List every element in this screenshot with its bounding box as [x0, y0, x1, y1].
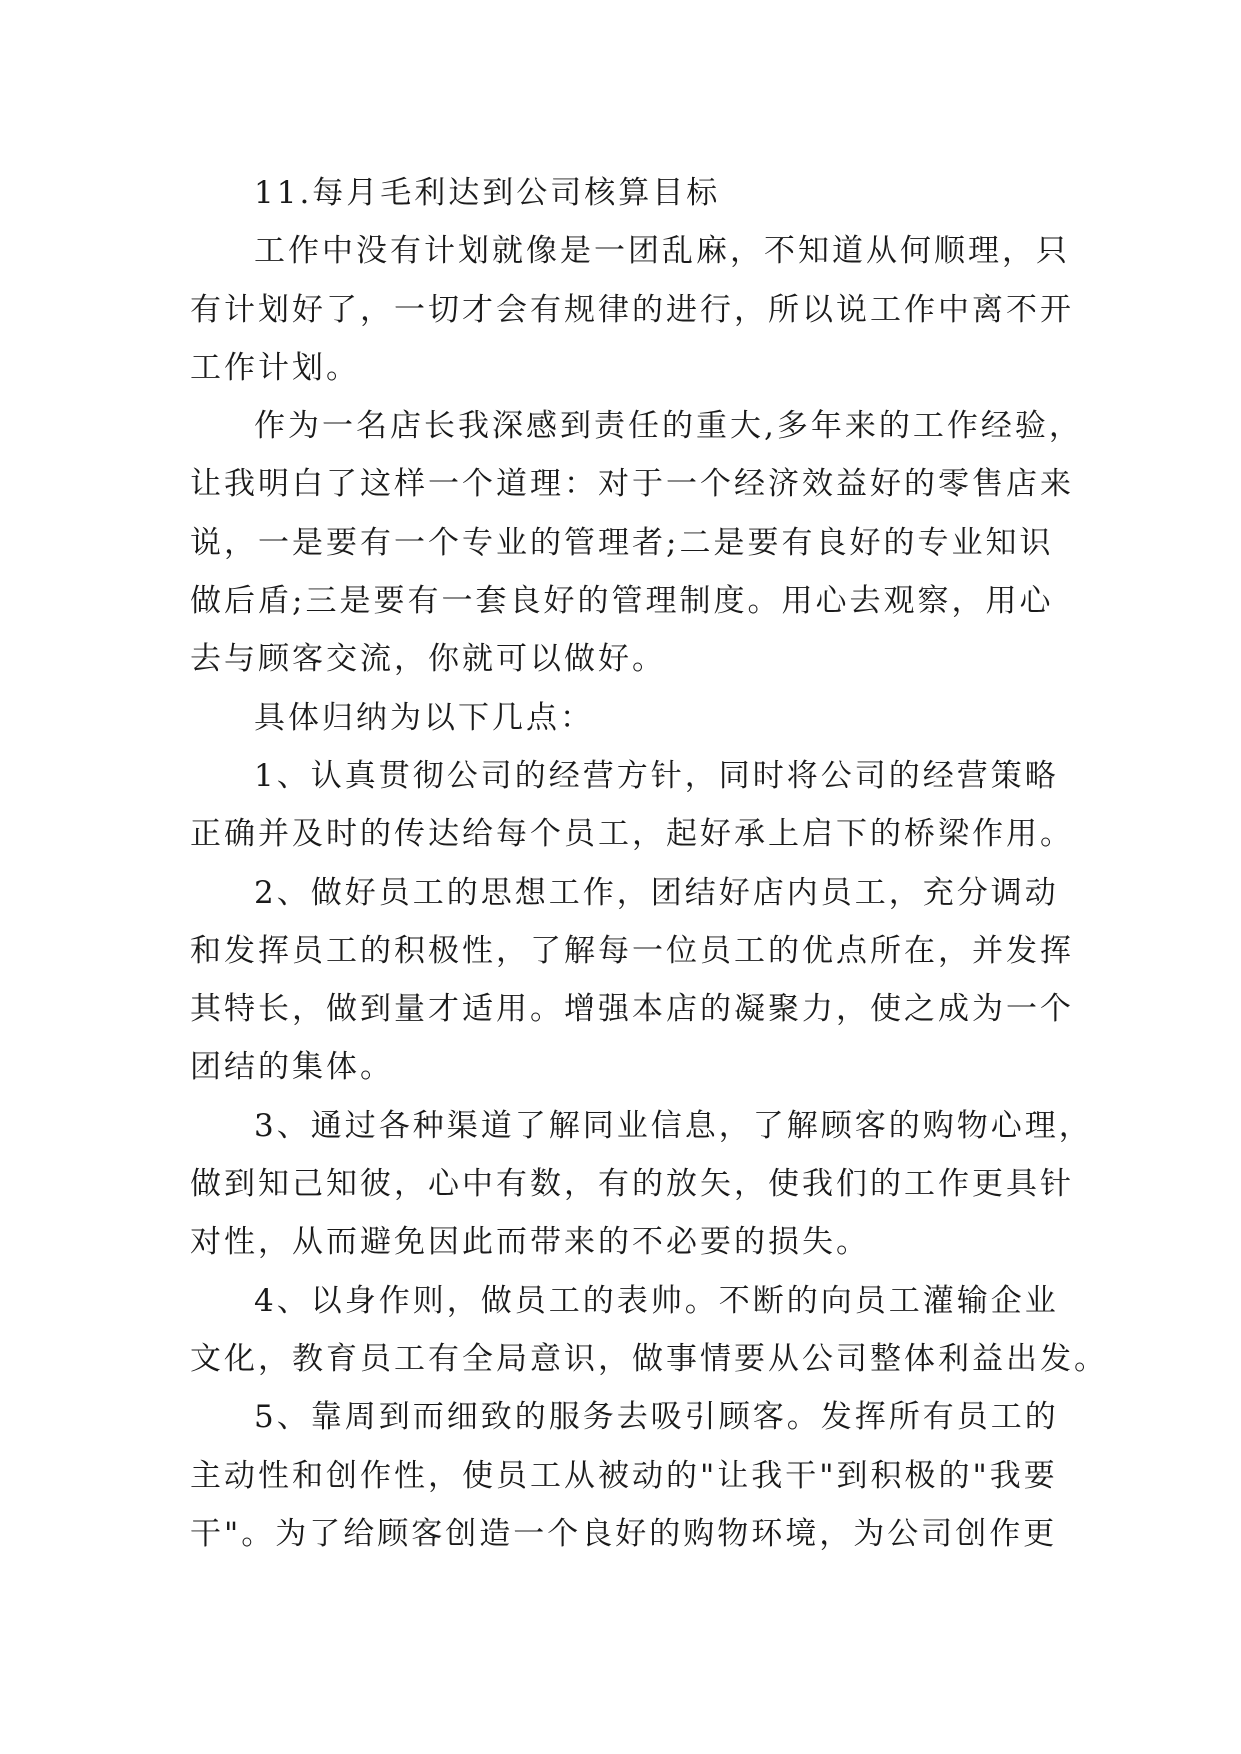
text-line: 对性，从而避免因此而带来的不必要的损失。 [190, 1224, 870, 1261]
text-line: 4、以身作则，做员工的表帅。不断的向员工灌输企业 [254, 1282, 1059, 1319]
text-line: 和发挥员工的积极性，了解每一位员工的优点所在，并发挥 [190, 932, 1074, 969]
text-line: 具体归纳为以下几点： [254, 699, 594, 736]
paragraph-summary-intro [190, 689, 1070, 747]
text-line: 主动性和创作性，使员工从被动的"让我干"到积极的"我要 [190, 1457, 1058, 1494]
text-line: 说，一是要有一个专业的管理者;二是要有良好的专业知识 [190, 524, 1054, 561]
text-line: 5、靠周到而细致的服务去吸引顾客。发挥所有员工的 [254, 1399, 1059, 1436]
text-line: 做后盾;三是要有一套良好的管理制度。用心去观察，用心 [190, 583, 1054, 620]
text-line: 其特长，做到量才适用。增强本店的凝聚力，使之成为一个 [190, 991, 1074, 1028]
text-line: 工作计划。 [190, 349, 360, 386]
list-item-3 [190, 1097, 1093, 1272]
text-line: 干"。为了给顾客创造一个良好的购物环境，为公司创作更 [190, 1515, 1058, 1552]
text-line: 去与顾客交流，你就可以做好。 [190, 641, 666, 678]
text-line: 11.每月毛利达到公司核算目标 [254, 175, 721, 211]
text-line: 作为一名店长我深感到责任的重大,多年来的工作经验， [254, 408, 1083, 445]
document-body [190, 164, 1108, 1563]
list-item-2 [190, 864, 1074, 1097]
text-line: 让我明白了这样一个道理：对于一个经济效益好的零售店来 [190, 466, 1074, 503]
paragraph-planning [190, 222, 1074, 397]
text-line: 正确并及时的传达给每个员工，起好承上启下的桥梁作用。 [190, 816, 1074, 853]
text-line: 有计划好了，一切才会有规律的进行，所以说工作中离不开 [190, 291, 1074, 328]
text-line: 做到知己知彼，心中有数，有的放矢，使我们的工作更具针 [190, 1166, 1074, 1203]
text-line: 3、通过各种渠道了解同业信息，了解顾客的购物心理， [254, 1107, 1093, 1144]
paragraph-responsibility [190, 397, 1083, 688]
list-item-4 [190, 1272, 1108, 1389]
paragraph-target [190, 164, 1070, 222]
list-item-5 [190, 1388, 1070, 1563]
text-line: 1、认真贯彻公司的经营方针，同时将公司的经营策略 [254, 757, 1059, 794]
text-line: 2、做好员工的思想工作，团结好店内员工，充分调动 [254, 874, 1059, 911]
text-line: 文化，教育员工有全局意识，做事情要从公司整体利益出发。 [190, 1340, 1108, 1377]
text-line: 团结的集体。 [190, 1049, 394, 1086]
text-line: 工作中没有计划就像是一团乱麻，不知道从何顺理，只 [254, 233, 1070, 270]
list-item-1 [190, 747, 1074, 864]
